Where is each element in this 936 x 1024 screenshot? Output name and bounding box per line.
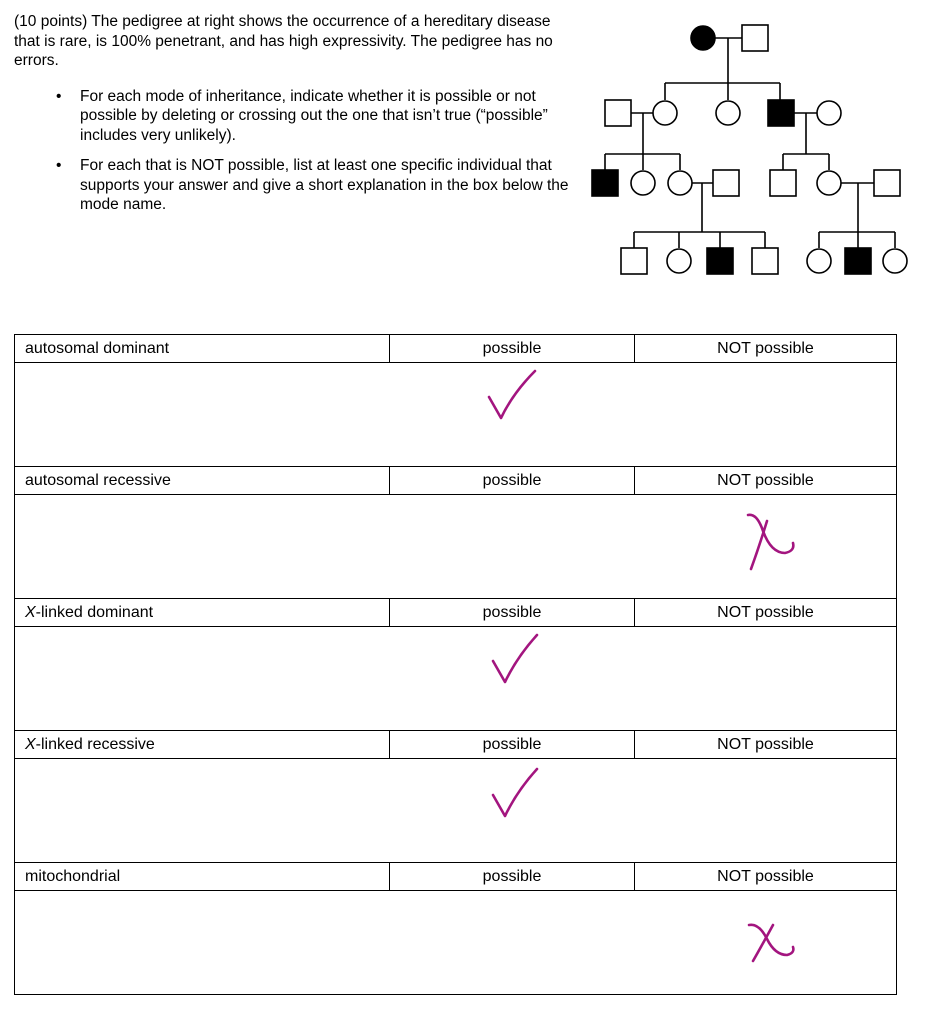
answer-row: [15, 363, 897, 467]
table-row: [15, 863, 897, 891]
answer-row: [15, 627, 897, 731]
mode-name: autosomal recessive: [15, 467, 390, 495]
pedigree-male: [742, 25, 768, 51]
not-possible-option[interactable]: NOT possible: [635, 599, 897, 627]
pedigree-male-affected: [845, 248, 871, 274]
answer-box[interactable]: [15, 495, 897, 599]
not-possible-option[interactable]: NOT possible: [635, 467, 897, 495]
answer-box[interactable]: [15, 891, 897, 995]
not-possible-option[interactable]: NOT possible: [635, 863, 897, 891]
answer-row: [15, 495, 897, 599]
pedigree-male: [621, 248, 647, 274]
pedigree-male-affected: [768, 100, 794, 126]
inheritance-table: [14, 334, 897, 995]
answer-box[interactable]: [15, 627, 897, 731]
mode-name: X-linked dominant: [15, 599, 390, 627]
pedigree-diagram: [588, 18, 918, 280]
x-mark-icon: [743, 917, 799, 965]
instruction-list: [14, 87, 574, 215]
pedigree-male-affected: [592, 170, 618, 196]
pedigree-female: [631, 171, 655, 195]
pedigree-female: [883, 249, 907, 273]
mode-prefix: X: [25, 603, 36, 621]
check-mark-icon: [489, 765, 545, 821]
table-row: [15, 467, 897, 495]
possible-option[interactable]: possible: [390, 335, 635, 363]
possible-option[interactable]: possible: [390, 599, 635, 627]
pedigree-male: [752, 248, 778, 274]
answer-box[interactable]: [15, 363, 897, 467]
pedigree-male: [605, 100, 631, 126]
possible-option[interactable]: possible: [390, 731, 635, 759]
not-possible-option[interactable]: NOT possible: [635, 731, 897, 759]
pedigree-female: [668, 171, 692, 195]
pedigree-female: [716, 101, 740, 125]
answer-row: [15, 891, 897, 995]
answer-row: [15, 759, 897, 863]
mode-prefix: X: [25, 735, 36, 753]
mode-name: X-linked recessive: [15, 731, 390, 759]
possible-option[interactable]: possible: [390, 467, 635, 495]
pedigree-female: [817, 171, 841, 195]
pedigree-male: [874, 170, 900, 196]
x-mark-icon: [743, 507, 799, 573]
table-row: [15, 599, 897, 627]
pedigree-male: [713, 170, 739, 196]
pedigree-female-affected: [691, 26, 715, 50]
pedigree-female: [667, 249, 691, 273]
question-stem: (10 points) The pedigree at right shows the occurrence of a hereditary disease that is rare, is 100% penetrant, and has high expressivity. The pedigree has no errors.: [14, 13, 553, 69]
not-possible-option[interactable]: NOT possible: [635, 335, 897, 363]
check-mark-icon: [485, 367, 541, 423]
pedigree-male: [770, 170, 796, 196]
pedigree-female: [807, 249, 831, 273]
answer-box[interactable]: [15, 759, 897, 863]
pedigree-female: [817, 101, 841, 125]
check-mark-icon: [489, 631, 545, 687]
possible-option[interactable]: possible: [390, 863, 635, 891]
mode-name: mitochondrial: [15, 863, 390, 891]
instruction-1: • For each mode of inheritance, indicate whether it is possible or not possible by deleting or crossing out the one that isn’t true (“possible” includes very unlikely).: [80, 87, 574, 146]
pedigree-male-affected: [707, 248, 733, 274]
pedigree-female: [653, 101, 677, 125]
mode-name: autosomal dominant: [15, 335, 390, 363]
instruction-2: • For each that is NOT possible, list at least one specific individual that supports your answer and give a short explanation in the box below the mode name.: [80, 156, 574, 215]
table-row: [15, 731, 897, 759]
question-text: [14, 12, 574, 226]
table-row: [15, 335, 897, 363]
